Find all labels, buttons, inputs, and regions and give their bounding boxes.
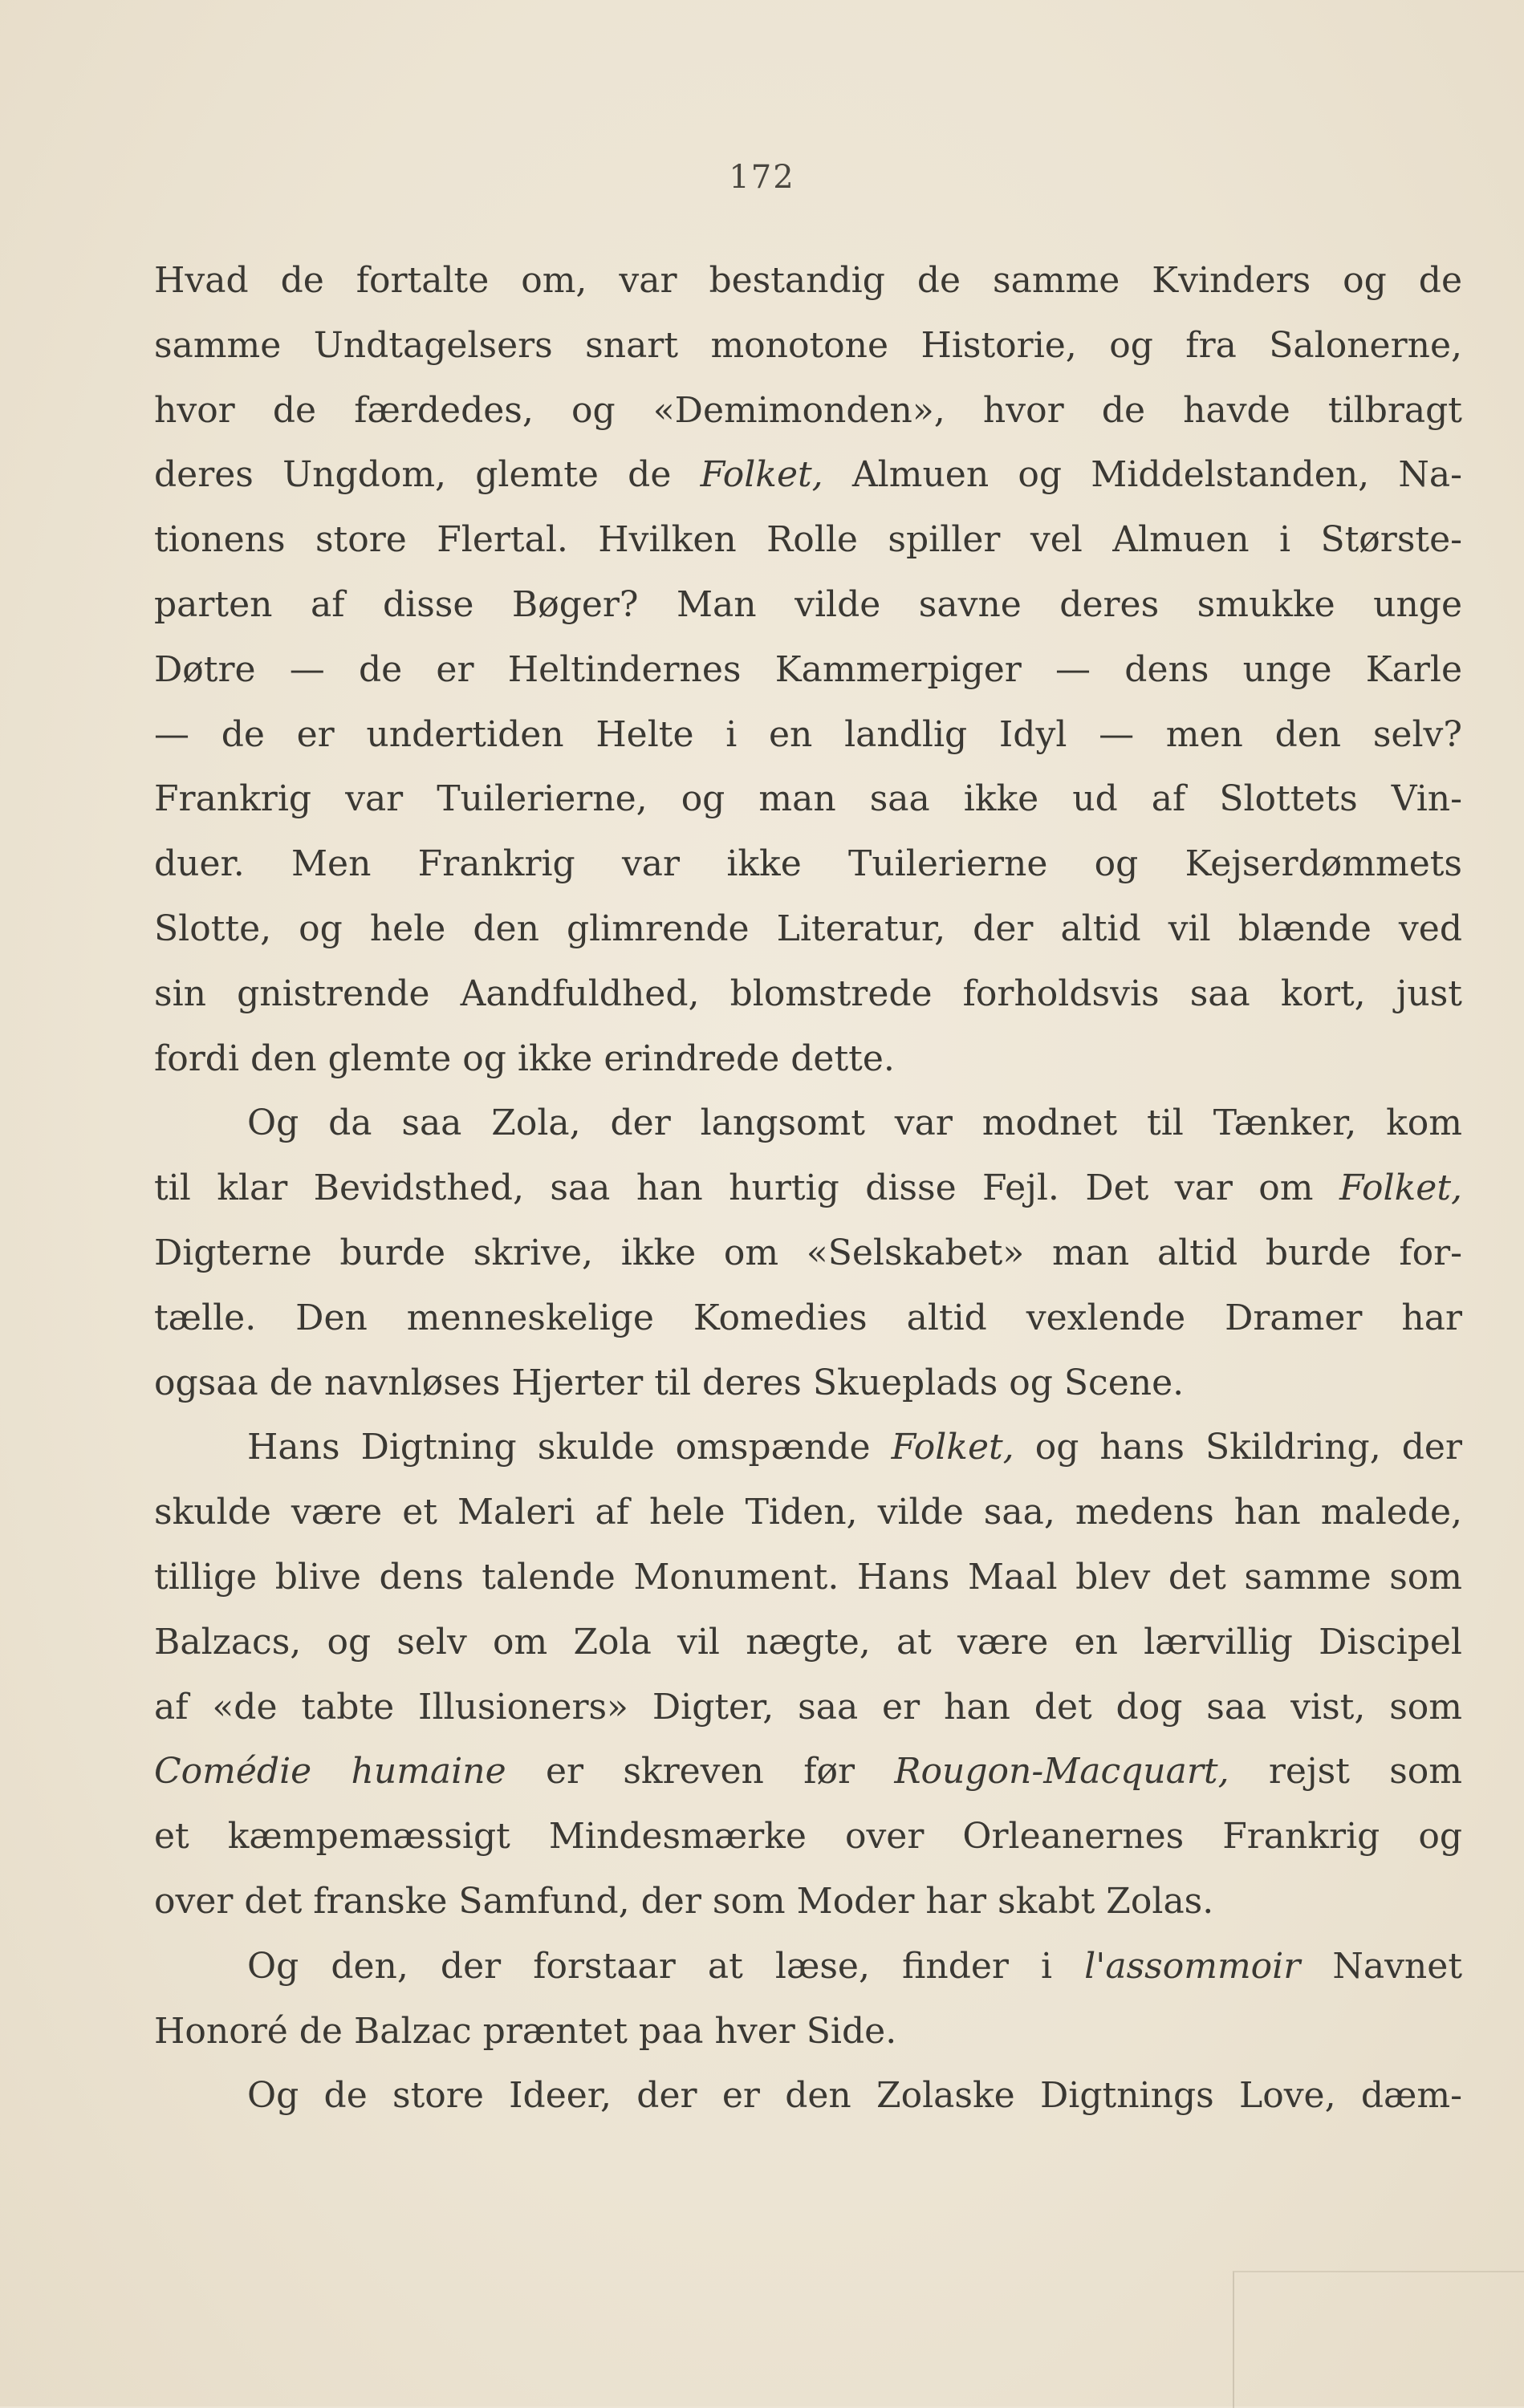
paper-edge-mark <box>1233 2271 1524 2408</box>
text-line: duer. Men Frankrig var ikke Tuilerierne og Kejserdømmets <box>154 843 1462 885</box>
text-line: Slotte, og hele den glimrende Literatur, der altid vil blænde ved <box>154 908 1462 949</box>
text-line: Døtre — de er Heltindernes Kammerpiger — dens unge Karle <box>154 648 1462 690</box>
text-line: — de er undertiden Helte i en landlig Idyl — men den selv? <box>154 713 1462 755</box>
text-line: samme Undtagelsers snart monotone Historie, og fra Salonerne, <box>154 324 1462 366</box>
text-line: et kæmpemæssigt Mindesmærke over Orleanernes Frankrig og <box>154 1816 1462 1858</box>
text-line: Og de store Ideer, der er den Zolaske Digtnings Love, dæm- <box>247 2075 1462 2117</box>
text-line: Balzacs, og selv om Zola vil nægte, at være en lærvillig Discipel <box>154 1621 1462 1663</box>
text-line: parten af disse Bøger? Man vilde savne deres smukke unge <box>154 583 1462 625</box>
text-line: sin gnistrende Aandfuldhed, blomstrede forholdsvis saa kort, just <box>154 973 1462 1014</box>
text-line: tillige blive dens talende Monument. Hans Maal blev det samme som <box>154 1556 1462 1598</box>
text-line: ogsaa de navnløses Hjerter til deres Skueplads og Scene. <box>154 1362 1185 1403</box>
body-text <box>154 249 1462 2129</box>
text-line: Frankrig var Tuilerierne, og man saa ikke ud af Slottets Vin- <box>154 778 1462 820</box>
text-line: skulde være et Maleri af hele Tiden, vilde saa, medens han malede, <box>154 1492 1462 1533</box>
text-line: deres Ungdom, glemte de Folket, Almuen og Middelstanden, Na- <box>154 454 1462 496</box>
text-line: Hans Digtning skulde omspænde Folket, og hans Skildring, der <box>247 1427 1462 1468</box>
text-line: Og da saa Zola, der langsomt var modnet til Tænker, kom <box>247 1102 1462 1144</box>
text-line: Hvad de fortalte om, var bestandig de samme Kvinders og de <box>154 260 1462 301</box>
text-line: Og den, der forstaar at læse, finder i l'assommoir Navnet <box>247 1945 1462 1987</box>
text-line: tionens store Flertal. Hvilken Rolle spiller vel Almuen i Største- <box>154 519 1462 561</box>
text-line: Comédie humaine er skreven før Rougon-Macquart, rejst som <box>154 1751 1462 1793</box>
text-line: over det franske Samfund, der som Moder har skabt Zolas. <box>154 1880 1214 1922</box>
text-line: af «de tabte Illusioners» Digter, saa er han det dog saa vist, som <box>154 1686 1462 1728</box>
text-line: hvor de færdedes, og «Demimonden», hvor de havde tilbragt <box>154 389 1462 431</box>
text-line: Digterne burde skrive, ikke om «Selskabet» man altid burde for- <box>154 1232 1462 1273</box>
page-number: 172 <box>729 159 795 196</box>
text-line: Honoré de Balzac præntet paa hver Side. <box>154 2010 897 2052</box>
text-line: fordi den glemte og ikke erindrede dette. <box>154 1038 895 1079</box>
text-line: tælle. Den menneskelige Komedies altid vexlende Dramer har <box>154 1297 1462 1338</box>
text-line: til klar Bevidsthed, saa han hurtig disse Fejl. Det var om Folket, <box>154 1167 1462 1209</box>
